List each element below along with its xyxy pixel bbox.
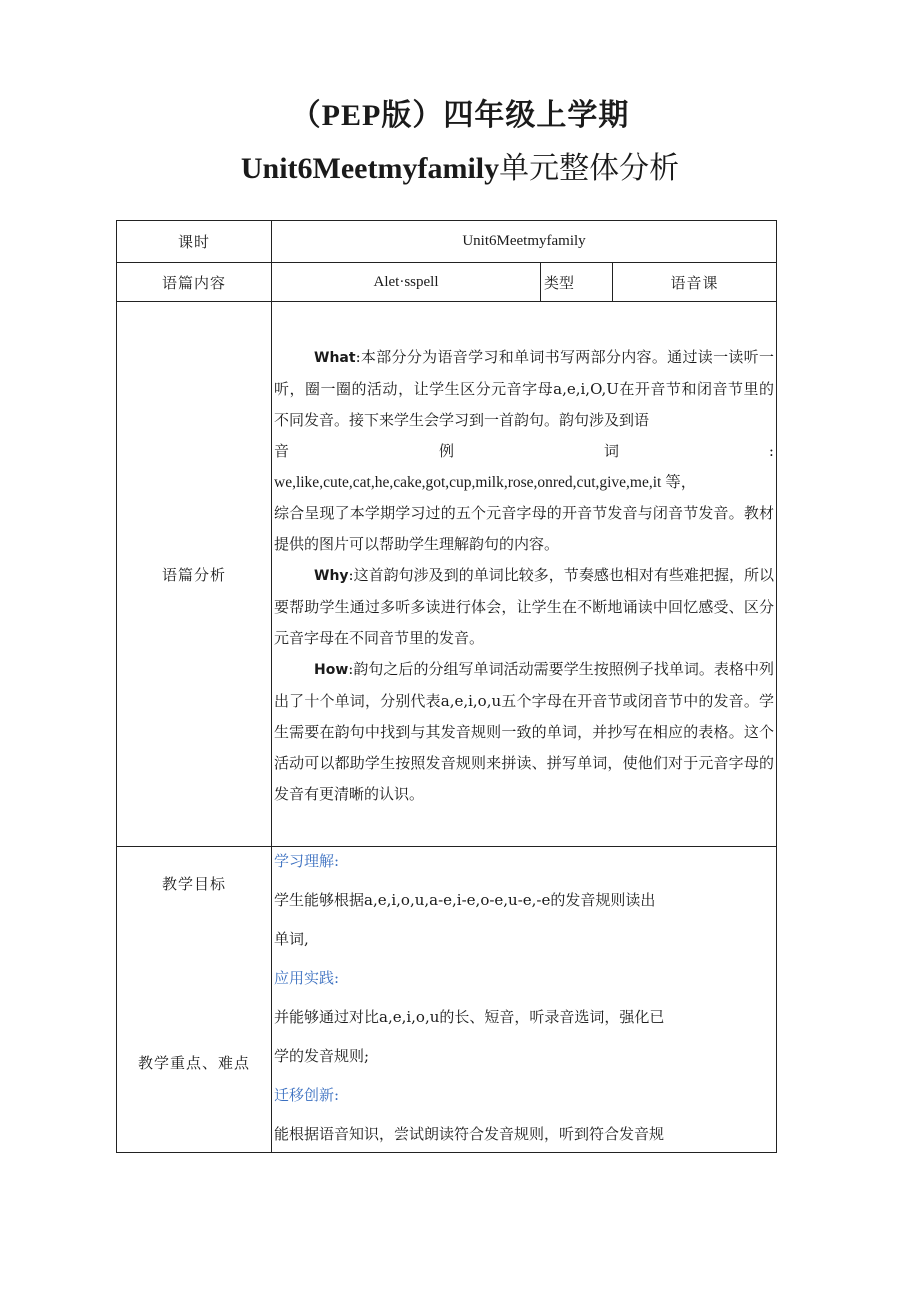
goal-text-1b: 单词, (274, 930, 309, 948)
goal-heading-practice: 应用实践: (274, 969, 340, 987)
unit-name: Unit6Meetmyfamily (240, 152, 500, 185)
type-value: 语音课 (613, 263, 777, 302)
what-paragraph (274, 342, 774, 436)
analysis-body (272, 302, 777, 847)
examples-line: we,like,cute,cat,he,cake,got,cup,milk,rose,onred,cut,give,me,it 等， (274, 474, 697, 491)
goal-text-1a: 学生能够根据a,e,i,o,u,a-e,i-e,o-e,u-e,-e的发音规则读出 (274, 891, 656, 909)
goals-label-cell (117, 847, 272, 1153)
period-value: Unit6Meetmyfamily (272, 221, 777, 263)
why-paragraph (274, 560, 774, 654)
goal-text-2b: 学的发音规则; (274, 1047, 370, 1065)
lesson-analysis-table (116, 220, 777, 1153)
goal-heading-transfer: 迁移创新: (274, 1086, 340, 1104)
goal-text-3a: 能根据语音知识，尝试朗读符合发音规则，听到符合发音规 (274, 1125, 665, 1143)
spread-word: : (768, 442, 774, 460)
spread-word: 词 (603, 442, 619, 460)
analysis-label: 语篇分析 (117, 302, 272, 847)
row-goals (117, 847, 777, 1153)
spread-line (274, 436, 774, 467)
key-points-label: 教学重点、难点 (137, 1054, 250, 1072)
why-text: :这首韵句涉及到的单词比较多，节奏感也相对有些难把握，所以要帮助学生通过多听多读进行体会，让学生在不断地诵读中回忆感受、区分元音字母在不同音节里的发音。 (274, 566, 774, 647)
how-paragraph (274, 654, 774, 810)
what-rest: 综合呈现了本学期学习过的五个元音字母的开音节发音与闭音节发音。教材提供的图片可以帮助学生理解韵句的内容。 (274, 504, 774, 553)
goal-text-2a: 并能够通过对比a,e,i,o,u的长、短音，听录音选词，强化已 (274, 1008, 665, 1026)
what-text: :本部分分为语音学习和单词书写两部分内容。通过读一读听一听，圈一圈的活动，让学生区分元音字母a,e,i,O,U在开音节和闭音节里的不同发音。接下来学生会学习到一首韵句。韵句涉及到语 (274, 348, 774, 429)
row-content (117, 263, 777, 302)
what-keyword: What (314, 350, 356, 366)
spread-word: 音 (274, 442, 290, 460)
content-value: Alet·sspell (272, 263, 541, 302)
title-suffix: 单元整体分析 (499, 151, 680, 186)
goal-heading-understanding: 学习理解: (274, 852, 340, 870)
period-label: 课时 (117, 221, 272, 263)
goals-label: 教学目标 (161, 875, 226, 893)
why-keyword: Why (314, 568, 349, 584)
content-label: 语篇内容 (117, 263, 272, 302)
goals-body (272, 847, 777, 1153)
row-analysis (117, 302, 777, 847)
document-title-line2 (0, 143, 920, 187)
how-keyword: How (314, 662, 349, 678)
spread-word: 例 (438, 442, 454, 460)
row-period (117, 221, 777, 263)
type-label: 类型 (541, 263, 613, 302)
document-title-line1: （PEP版）四年级上学期 (290, 99, 630, 132)
how-text: :韵句之后的分组写单词活动需要学生按照例子找单词。表格中列出了十个单词，分别代表a,e,i,o,u五个字母在开音节或闭音节中的发音。学生需要在韵句中找到与其发音规则一致的单词，并抄写在相应的表格。这个活动可以都助学生按照发音规则来拼读、拼写单词，使他们对于元音字母的发音有更清晰的认识。 (274, 660, 774, 803)
